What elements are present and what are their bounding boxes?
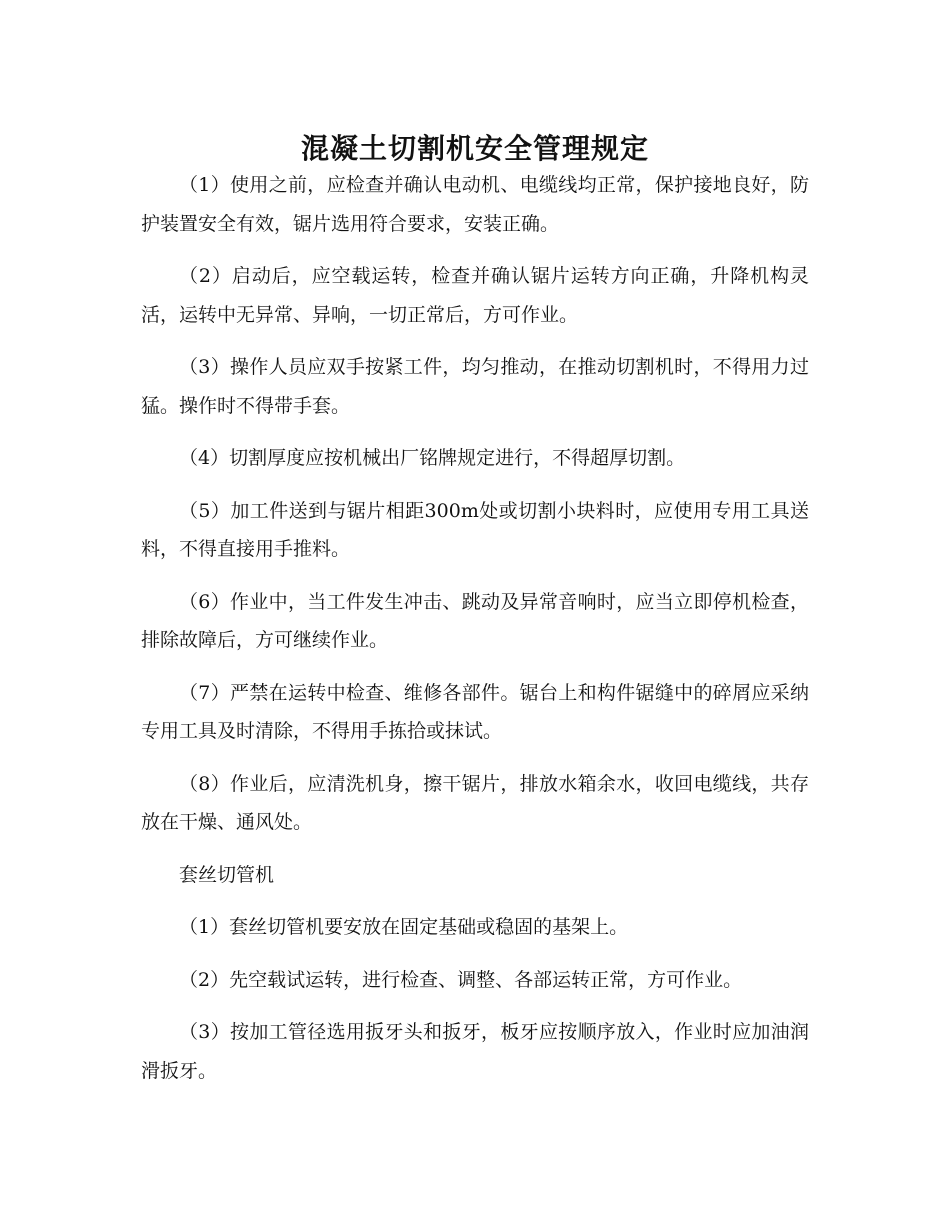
paragraph-7: （7）严禁在运转中检查、维修各部件。锯台上和构件锯缝中的碎屑应采纳专用工具及时清除，不得用手拣拾或抹试。 [141,681,809,742]
paragraph-1: （1）使用之前，应检查并确认电动机、电缆线均正常，保护接地良好，防护装置安全有效，锯片选用符合要求，安装正确。 [141,174,809,235]
paragraph-2: （2）启动后，应空载运转，检查并确认锯片运转方向正确，升降机构灵活，运转中无异常、异响，一切正常后，方可作业。 [141,265,809,326]
paragraph-5: （5）加工件送到与锯片相距300m处或切割小块料时，应使用专用工具送料，不得直接用手推料。 [141,499,809,560]
paragraph-8: （8）作业后，应清洗机身，擦干锯片，排放水箱余水，收回电缆线，共存放在干燥、通风处。 [141,772,809,833]
paragraph-9: （1）套丝切管机要安放在固定基础或稳固的基架上。 [179,916,629,938]
document-body [141,166,809,1104]
paragraph-4: （4）切割厚度应按机械出厂铭牌规定进行，不得超厚切割。 [179,447,686,469]
paragraph-10: （2）先空载试运转，进行检查、调整、各部运转正常，方可作业。 [179,968,743,991]
paragraph-11: （3）按加工管径选用扳牙头和扳牙，板牙应按顺序放入，作业时应加油润滑扳牙。 [141,1021,809,1082]
document-title: 混凝土切割机安全管理规定 [300,131,649,165]
section-heading-pipe-threading-machine: 套丝切管机 [179,863,275,886]
paragraph-3: （3）操作人员应双手按紧工件，均匀推动，在推动切割机时，不得用力过猛。操作时不得带手套。 [141,356,809,417]
paragraph-6: （6）作业中，当工件发生冲击、跳动及异常音响时，应当立即停机检查，排除故障后，方可继续作业。 [141,590,809,651]
